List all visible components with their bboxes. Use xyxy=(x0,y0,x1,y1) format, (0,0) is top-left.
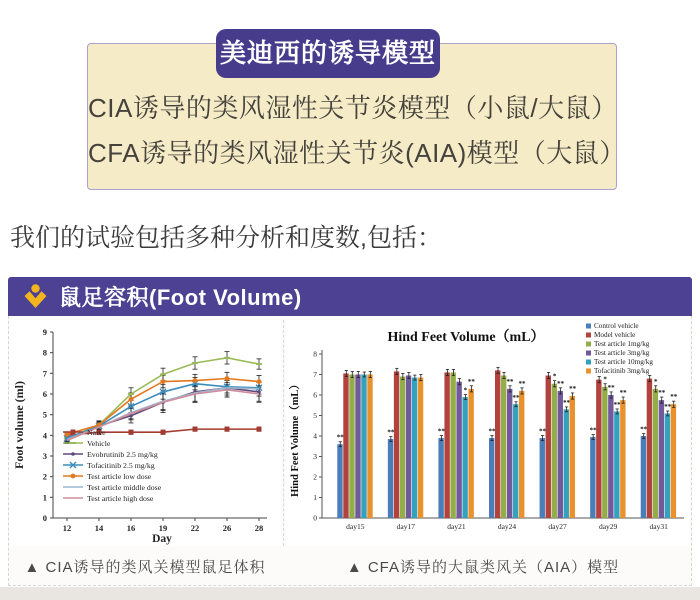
svg-text:Control vehicle: Control vehicle xyxy=(594,322,639,330)
svg-text:5: 5 xyxy=(313,411,317,420)
captions-row xyxy=(9,546,691,577)
svg-text:6: 6 xyxy=(42,389,47,399)
hind-feet-volume-bar-chart xyxy=(286,320,690,546)
svg-text:**: ** xyxy=(387,428,395,437)
svg-text:**: ** xyxy=(518,379,526,388)
svg-text:**: ** xyxy=(512,393,520,402)
svg-text:day17: day17 xyxy=(396,522,416,531)
svg-text:**: ** xyxy=(539,427,547,436)
svg-text:Tofacitinib 3mg/kg: Tofacitinib 3mg/kg xyxy=(594,367,650,375)
chart-caption-left: ▲ CIA诱导的类风关模型鼠足体积 xyxy=(24,559,266,576)
svg-text:Foot volume (ml): Foot volume (ml) xyxy=(12,381,26,469)
svg-text:2: 2 xyxy=(313,472,317,482)
svg-text:Vehicle: Vehicle xyxy=(87,438,111,448)
foot-volume-line-chart xyxy=(9,320,281,546)
medicilon-bird-icon xyxy=(22,283,49,310)
induction-model-card xyxy=(87,38,626,190)
svg-text:**: ** xyxy=(664,402,672,411)
svg-text:8: 8 xyxy=(42,347,47,358)
svg-text:26: 26 xyxy=(222,523,232,533)
svg-text:12: 12 xyxy=(62,523,72,533)
svg-text:22: 22 xyxy=(190,523,200,533)
svg-text:7: 7 xyxy=(42,368,47,379)
panel-header xyxy=(8,277,692,316)
svg-text:6: 6 xyxy=(313,390,317,400)
foot-volume-panel xyxy=(8,277,692,586)
svg-text:16: 16 xyxy=(126,523,136,533)
svg-text:Test article middle dose: Test article middle dose xyxy=(87,482,162,492)
svg-text:*: * xyxy=(552,372,557,381)
svg-text:day27: day27 xyxy=(548,522,567,531)
svg-text:*: * xyxy=(603,375,607,384)
svg-text:4: 4 xyxy=(42,430,47,441)
svg-text:Hind Feet Volume（mL）: Hind Feet Volume（mL） xyxy=(290,379,301,497)
panel-body xyxy=(8,316,692,586)
svg-text:4: 4 xyxy=(313,431,317,441)
svg-text:3: 3 xyxy=(313,452,317,461)
svg-text:9: 9 xyxy=(42,327,47,337)
svg-text:day15: day15 xyxy=(346,522,365,531)
svg-text:**: ** xyxy=(569,384,577,393)
model-line-cfa: CFA诱导的类风湿性关节炎(AIA)模型（大鼠） xyxy=(88,138,626,168)
svg-text:Model vehicle: Model vehicle xyxy=(594,331,636,339)
chart-caption-right: ▲ CFA诱导的大鼠类风关（AIA）模型 xyxy=(346,559,620,576)
svg-text:**: ** xyxy=(670,393,678,402)
svg-text:5: 5 xyxy=(42,409,47,420)
svg-text:Test article high dose: Test article high dose xyxy=(87,493,154,503)
svg-text:0: 0 xyxy=(42,513,47,523)
svg-text:7: 7 xyxy=(313,370,317,379)
svg-text:14: 14 xyxy=(94,523,104,533)
svg-text:19: 19 xyxy=(158,523,168,533)
svg-text:**: ** xyxy=(336,433,344,442)
svg-text:Tofacitinib 2.5 mg/kg: Tofacitinib 2.5 mg/kg xyxy=(87,460,155,470)
svg-text:**: ** xyxy=(563,398,571,407)
svg-text:**: ** xyxy=(506,377,514,386)
svg-text:Day: Day xyxy=(152,533,172,545)
svg-text:**: ** xyxy=(619,389,627,398)
svg-text:Test article 1mg/kg: Test article 1mg/kg xyxy=(594,340,650,348)
svg-text:**: ** xyxy=(607,383,615,392)
svg-text:**: ** xyxy=(488,427,496,436)
model-line-cia: CIA诱导的类风湿性关节炎模型（小鼠/大鼠） xyxy=(88,93,618,123)
induction-model-tab: 美迪西的诱导模型 xyxy=(216,29,440,78)
svg-text:Test article 10mg/kg: Test article 10mg/kg xyxy=(594,358,653,366)
svg-text:**: ** xyxy=(437,427,445,436)
svg-text:day31: day31 xyxy=(649,522,668,531)
svg-text:1: 1 xyxy=(313,493,317,502)
svg-text:Naive: Naive xyxy=(87,427,106,437)
svg-text:**: ** xyxy=(557,379,565,388)
panel-title: 鼠足容积(Foot Volume) xyxy=(59,285,302,310)
svg-text:2: 2 xyxy=(42,471,47,482)
intro-text: 我们的试验包括多种分析和度数,包括： xyxy=(10,224,442,252)
svg-text:28: 28 xyxy=(254,523,264,533)
svg-text:**: ** xyxy=(613,400,621,409)
svg-text:**: ** xyxy=(589,426,597,435)
svg-text:Test article 3mg/kg: Test article 3mg/kg xyxy=(594,349,650,357)
svg-text:Hind Feet Volume（mL）: Hind Feet Volume（mL） xyxy=(387,330,545,345)
svg-text:*: * xyxy=(653,377,658,386)
bottom-strip xyxy=(0,587,700,600)
svg-text:1: 1 xyxy=(42,492,47,503)
svg-text:8: 8 xyxy=(313,349,317,359)
svg-text:day29: day29 xyxy=(598,522,618,531)
svg-text:Evobrutinib 2.5 mg/kg: Evobrutinib 2.5 mg/kg xyxy=(87,449,158,459)
svg-text:day24: day24 xyxy=(497,522,517,531)
svg-text:*: * xyxy=(463,386,468,395)
svg-text:3: 3 xyxy=(42,451,47,461)
svg-text:day21: day21 xyxy=(447,522,466,531)
chart-divider xyxy=(283,320,284,546)
svg-text:Test article low dose: Test article low dose xyxy=(87,471,152,481)
svg-text:**: ** xyxy=(640,425,648,434)
svg-text:0: 0 xyxy=(313,513,317,523)
svg-text:**: ** xyxy=(658,389,666,398)
charts-row xyxy=(9,316,691,546)
svg-text:**: ** xyxy=(467,377,475,386)
